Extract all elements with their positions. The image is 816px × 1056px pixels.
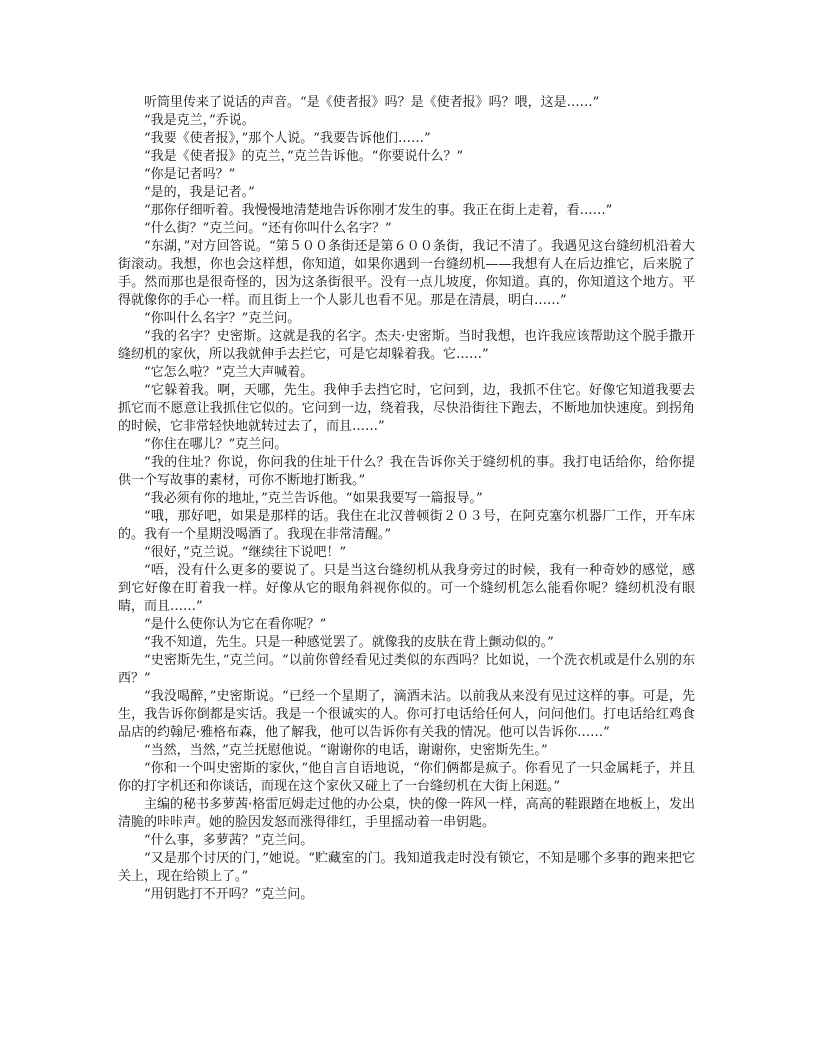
paragraph: “我的住址？你说，你问我的住址干什么？我在告诉你关于缝纫机的事。我打电话给你，给你提供一个写故事的素材，可你不断地打断我。” xyxy=(118,455,695,488)
paragraph: “什么街？”克兰问。“还有你叫什么名字？” xyxy=(144,221,392,236)
paragraph: “什么事，多萝茜？”克兰问。 xyxy=(144,833,314,848)
paragraph: “我没喝醉，”史密斯说。“已经一个星期了，滴酒未沾。以前我从来没有见过这样的事。可是，先生，我告诉你倒都是实话。我是一个很诚实的人。你可打电话给任何人，问问他们。打电话给红鸡食品店的约翰尼·雅格布森，他了解我，他可以告诉你有关我的情况。他可以告诉你……” xyxy=(118,689,695,740)
paragraph: “是什么使你认为它在看你呢？” xyxy=(144,617,327,632)
paragraph: “我不知道，先生。只是一种感觉罢了。就像我的皮肤在背上颤动似的。” xyxy=(144,635,554,650)
paragraph: “当然，当然，”克兰抚慰他说。“谢谢你的电话，谢谢你，史密斯先生。” xyxy=(144,743,548,758)
paragraph: “唔，没有什么更多的要说了。只是当这台缝纫机从我身旁过的时候，我有一种奇妙的感觉，感到它好像在盯着我一样。好像从它的眼角斜视你似的。可一个缝纫机怎么能看你呢？缝纫机没有眼睛，而且……” xyxy=(118,563,695,614)
document-page xyxy=(118,94,695,904)
paragraph: “它怎么啦？”克兰大声喊着。 xyxy=(144,365,314,380)
paragraph: “你和一个叫史密斯的家伙，”他自言自语地说，“你们俩都是疯子。你看见了一只金属耗子，并且你的打字机还和你谈话，而现在这个家伙又碰上了一台缝纫机在大街上闲逛。” xyxy=(118,761,695,794)
paragraph: “我的名字？史密斯。这就是我的名字。杰夫·史密斯。当时我想，也许我应该帮助这个脱手撒开缝纫机的家伙，所以我就伸手去拦它，可是它却躲着我。它……” xyxy=(118,329,695,362)
paragraph: “哦，那好吧，如果是那样的话。我住在北汉普顿街２０３号，在阿克塞尔机器厂工作，开车床的。我有一个星期没喝酒了。我现在非常清醒。” xyxy=(118,509,695,542)
paragraph: 听筒里传来了说话的声音。“是《使者报》吗？是《使者报》吗？喂，这是……” xyxy=(144,95,600,110)
paragraph: “是的，我是记者。” xyxy=(144,185,255,200)
paragraph: 主编的秘书多萝茜·格雷厄姆走过他的办公桌，快的像一阵风一样，高高的鞋跟踏在地板上，发出清脆的咔咔声。她的脸因发怒而涨得徘红，手里摇动着一串钥匙。 xyxy=(118,797,695,830)
paragraph: “很好，”克兰说。“继续往下说吧！” xyxy=(144,545,347,560)
paragraph: “你是记者吗？” xyxy=(144,167,236,182)
paragraph: “东湖，”对方回答说。“第５００条街还是第６００条街，我记不清了。我遇见这台缝纫机沿着大街滚动。我想，你也会这样想，你知道，如果你遇到一台缝纫机——我想有人在后边推它，后来脱了手。然而那也是很奇怪的，因为这条街很平。没有一点儿坡度，你知道。真的，你知道这个地方。平得就像你的手心一样。而且街上一个人影儿也看不见。那是在清晨，明白……” xyxy=(118,239,695,308)
paragraph: “我必须有你的地址，”克兰告诉他。“如果我要写一篇报导。” xyxy=(144,491,483,506)
paragraph: “又是那个讨厌的门，”她说。“贮藏室的门。我知道我走时没有锁它，不知是哪个多事的跑来把它关上，现在给锁上了。” xyxy=(118,851,695,884)
paragraph: “我是克兰，”乔说。 xyxy=(144,113,255,128)
paragraph: “我要《使者报》，”那个人说。“我要告诉他们……” xyxy=(144,131,431,146)
paragraph: “它躲着我。啊，天哪，先生。我伸手去挡它时，它问到，边，我抓不住它。好像它知道我要去抓它而不愿意让我抓住它似的。它问到一边，绕着我，尽快沿街往下跑去，不断地加快速度。到拐角的时候，它非常轻快地就转过去了，而且……” xyxy=(118,383,695,434)
paragraph: “你住在哪儿？”克兰问。 xyxy=(144,437,288,452)
paragraph: “你叫什么名字？”克兰问。 xyxy=(144,311,301,326)
paragraph: “我是《使者报》的克兰，”克兰告诉他。“你要说什么？” xyxy=(144,149,464,164)
paragraph: “那你仔细听着。我慢慢地清楚地告诉你刚才发生的事。我正在街上走着，看……” xyxy=(144,203,613,218)
paragraph: “用钥匙打不开吗？”克兰问。 xyxy=(144,887,314,902)
paragraph: “史密斯先生，”克兰问。“以前你曾经看见过类似的东西吗？比如说，一个洗衣机或是什么别的东西？” xyxy=(118,653,695,686)
